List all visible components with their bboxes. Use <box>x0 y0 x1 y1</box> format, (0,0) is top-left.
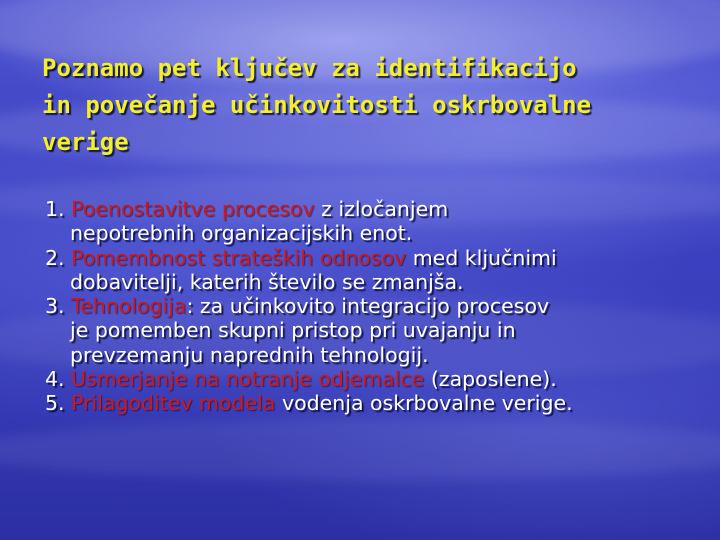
list-item-text: med ključnimi dobavitelji, katerih število se zmanjša. <box>70 245 557 294</box>
list-item-number: 4. <box>45 367 65 392</box>
list-item <box>45 197 685 246</box>
slide-title: Poznamo pet ključev za identifikacijo in povečanje učinkovitosti oskrbovalne verige <box>42 54 592 156</box>
list-item-text: : za učinkovito integracijo procesov je pomemben skupni pristop pri uvajanju in prevzemanju naprednih tehnologij. <box>70 294 550 367</box>
list-item-number: 1. <box>45 197 65 221</box>
list-item-number: 2. <box>45 245 65 270</box>
list-item-key: Usmerjanje na notranje odjemalce <box>71 367 425 392</box>
list-item <box>45 246 685 295</box>
list-item <box>45 294 685 367</box>
list-item-key: Poenostavitve procesov <box>71 197 315 221</box>
list-item-text: (zaposlene). <box>424 367 557 392</box>
list-item-text: z izločanjem nepotrebnih organizacijskih enot. <box>70 197 449 246</box>
list-item <box>45 367 685 391</box>
list-item-number: 3. <box>45 294 65 319</box>
list-item-text: vodenja oskrbovalne verige. <box>275 391 573 416</box>
list-item-number: 5. <box>45 391 65 416</box>
background-wave <box>0 420 720 480</box>
list-item-key: Tehnologija <box>71 294 187 319</box>
list-item-key: Pomembnost strateških odnosov <box>71 245 407 270</box>
list-item-key: Prilagoditev modela <box>71 391 276 416</box>
list-item <box>45 391 685 415</box>
key-list <box>45 197 685 416</box>
